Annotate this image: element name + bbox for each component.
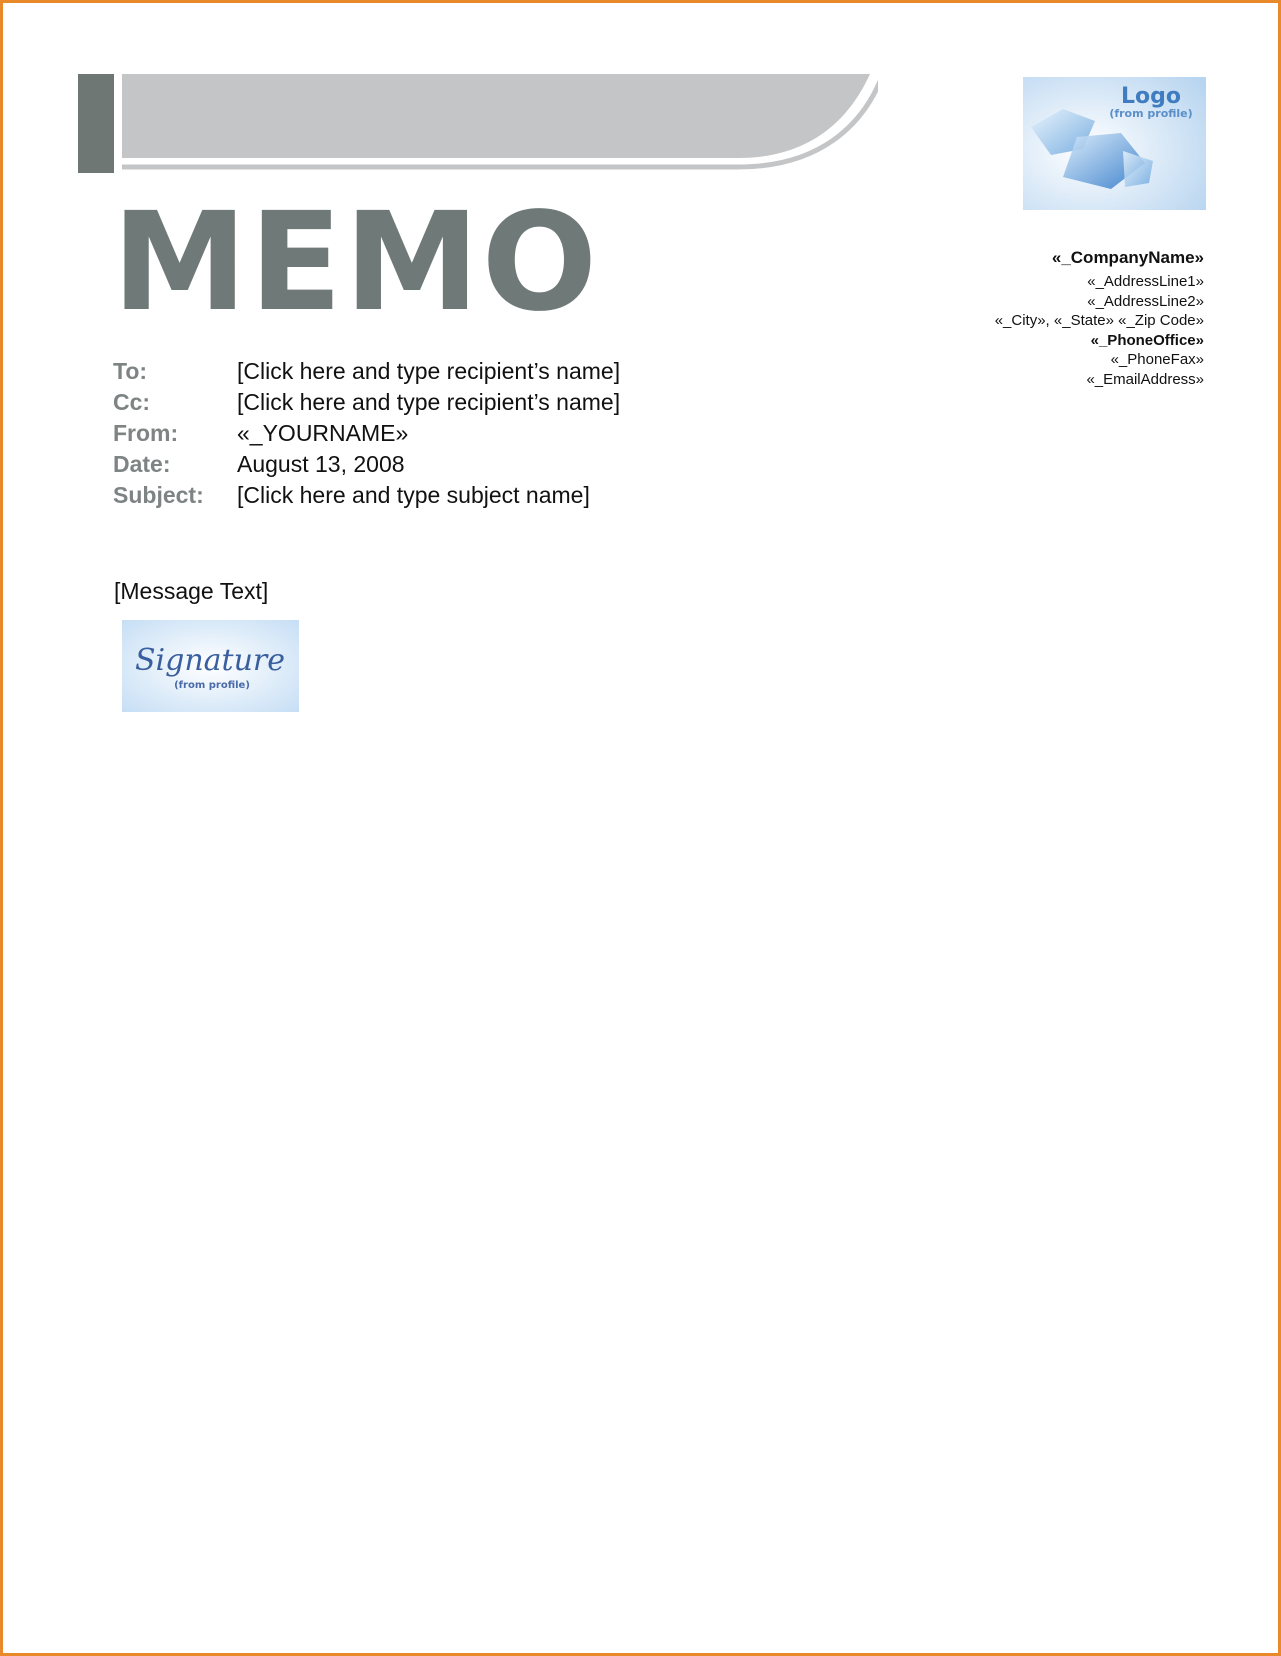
city-state-zip[interactable]: «_City», «_State» «_Zip Code» bbox=[994, 312, 1204, 329]
cc-field[interactable]: [Click here and type recipient’s name] bbox=[237, 389, 621, 415]
date-field[interactable]: August 13, 2008 bbox=[237, 451, 405, 477]
from-row bbox=[113, 420, 620, 451]
cc-row bbox=[113, 389, 620, 420]
logo-subtext: (from profile) bbox=[1109, 107, 1193, 120]
signature-text: Signature bbox=[134, 643, 286, 678]
signature-subtext: (from profile) bbox=[174, 680, 250, 691]
subject-row bbox=[113, 482, 620, 513]
phone-office[interactable]: «_PhoneOffice» bbox=[1090, 331, 1204, 349]
cc-label: Cc: bbox=[113, 389, 151, 415]
email-address[interactable]: «_EmailAddress» bbox=[1086, 370, 1204, 388]
to-field[interactable]: [Click here and type recipient’s name] bbox=[237, 358, 621, 384]
company-name[interactable]: «_CompanyName» bbox=[1051, 248, 1204, 267]
to-label: To: bbox=[113, 358, 148, 384]
date-label: Date: bbox=[113, 451, 171, 477]
page-title: MEMO bbox=[112, 184, 600, 342]
from-field[interactable]: «_YOURNAME» bbox=[237, 420, 409, 446]
subject-field[interactable]: [Click here and type subject name] bbox=[237, 482, 590, 508]
signature-image[interactable] bbox=[122, 620, 299, 712]
from-label: From: bbox=[113, 420, 179, 446]
logo-image[interactable] bbox=[1023, 77, 1206, 210]
message-text[interactable]: [Message Text] bbox=[114, 578, 269, 604]
logo-text: Logo bbox=[1121, 84, 1181, 109]
header-dark-bar bbox=[78, 74, 114, 173]
memo-fields bbox=[113, 358, 620, 513]
address-line-2[interactable]: «_AddressLine2» bbox=[1087, 292, 1204, 310]
date-row bbox=[113, 451, 620, 482]
company-info bbox=[995, 246, 1204, 389]
header-banner bbox=[78, 72, 878, 178]
phone-fax[interactable]: «_PhoneFax» bbox=[1110, 351, 1204, 368]
address-line-1[interactable]: «_AddressLine1» bbox=[1087, 273, 1204, 290]
header-banner-fill bbox=[122, 74, 870, 158]
to-row bbox=[113, 358, 620, 389]
subject-label: Subject: bbox=[113, 482, 204, 508]
